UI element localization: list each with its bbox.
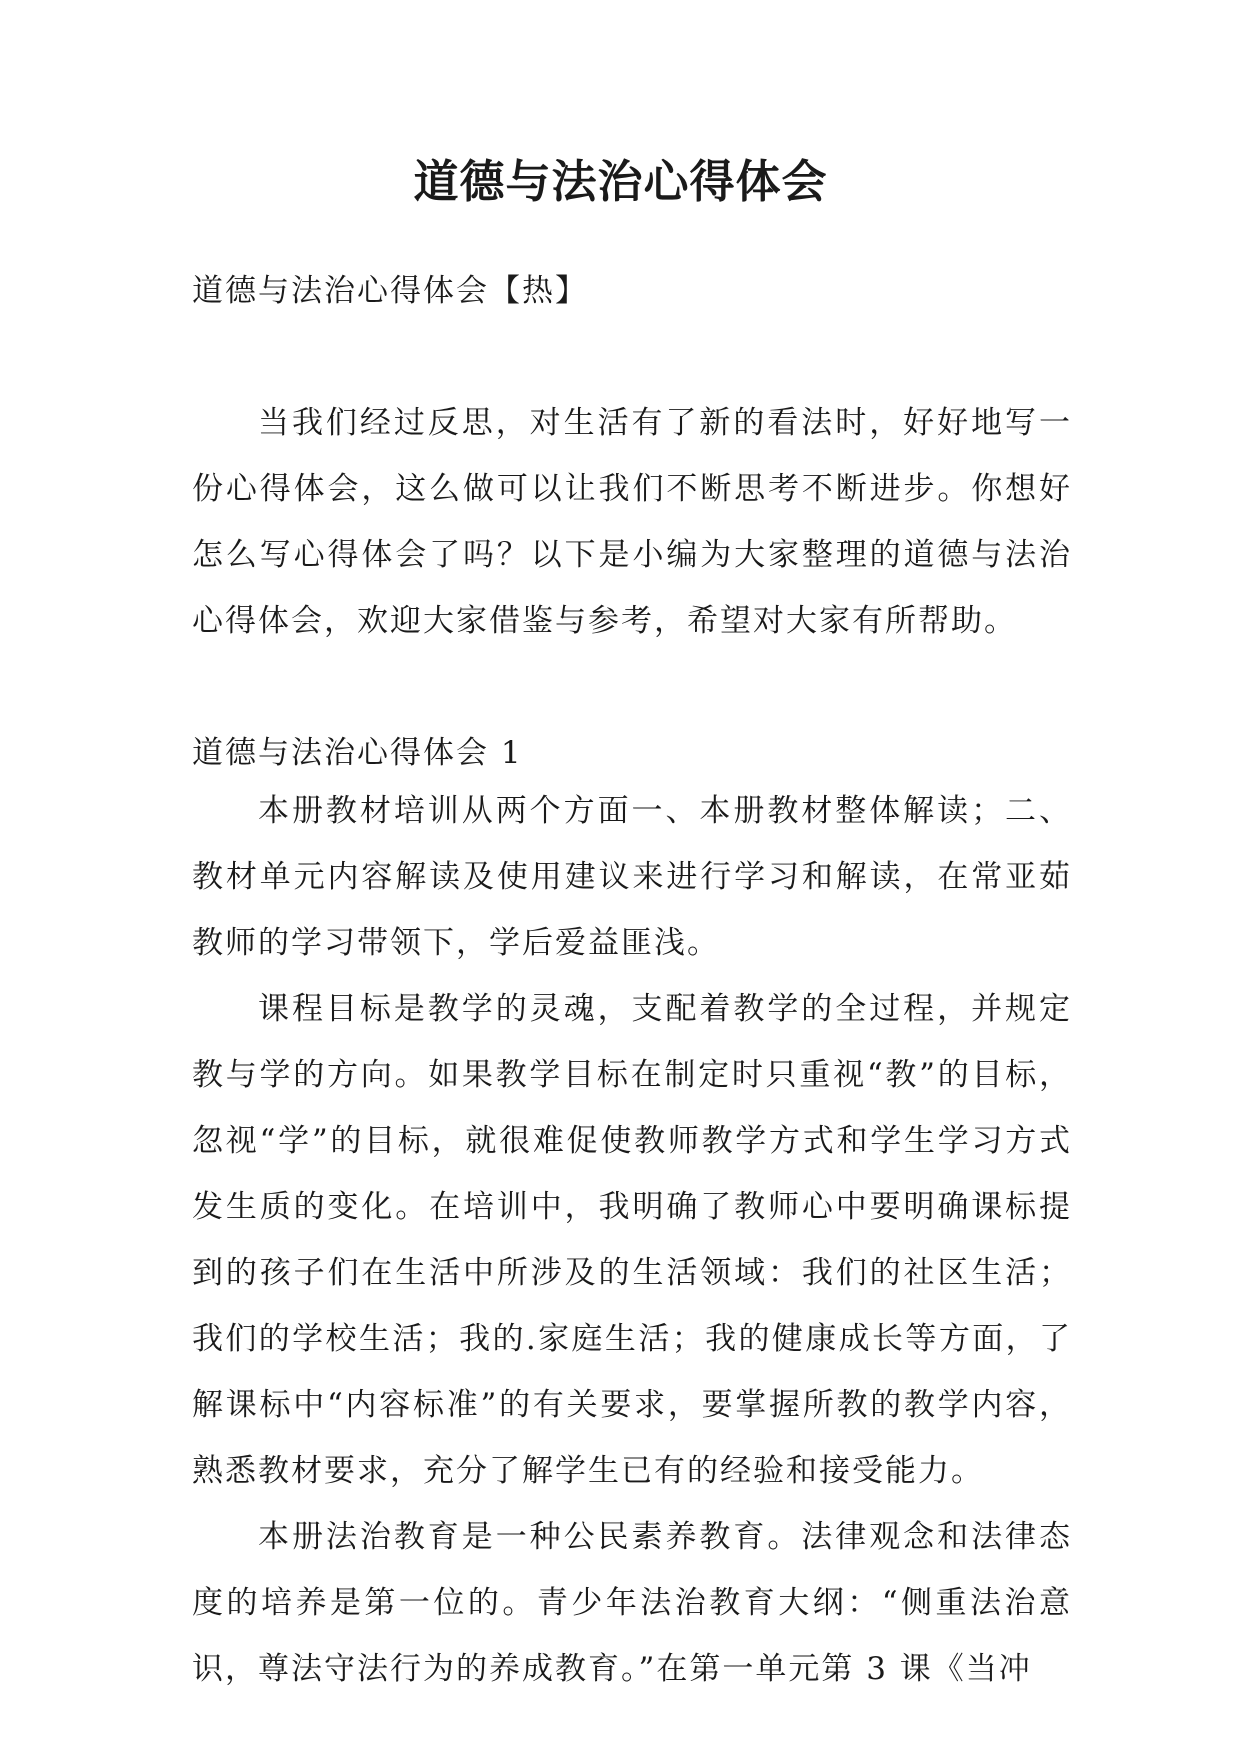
document-body — [192, 258, 1072, 1702]
document-subtitle: 道德与法治心得体会【热】 — [192, 273, 588, 309]
section-heading: 道德与法治心得体会 1 — [192, 735, 523, 771]
document-title: 道德与法治心得体会 — [413, 155, 828, 208]
body-paragraph-2: 课程目标是教学的灵魂，支配着教学的全过程，并规定教与学的方向。如果教学目标在制定时只重视“教”的目标，忽视“学”的目标，就很难促使教师教学方式和学生学习方式发生质的变化。在培训中，我明确了教师心中要明确课标提到的孩子们在生活中所涉及的生活领域：我们的社区生活；我们的学校生活；我的.家庭生活；我的健康成长等方面，了解课标中“内容标准”的有关要求，要掌握所教的教学内容，熟悉教材要求，充分了解学生已有的经验和接受能力。 — [192, 991, 1072, 1489]
intro-paragraph: 当我们经过反思，对生活有了新的看法时，好好地写一份心得体会，这么做可以让我们不断思考不断进步。你想好怎么写心得体会了吗？以下是小编为大家整理的道德与法治心得体会，欢迎大家借鉴与参考，希望对大家有所帮助。 — [192, 405, 1072, 639]
body-paragraph-3: 本册法治教育是一种公民素养教育。法律观念和法律态度的培养是第一位的。青少年法治教育大纲：“侧重法治意识，尊法守法行为的养成教育。”在第一单元第 3 课《当冲 — [192, 1519, 1072, 1687]
body-paragraph-1: 本册教材培训从两个方面一、本册教材整体解读；二、教材单元内容解读及使用建议来进行学习和解读，在常亚茹教师的学习带领下，学后爱益匪浅。 — [192, 793, 1072, 961]
